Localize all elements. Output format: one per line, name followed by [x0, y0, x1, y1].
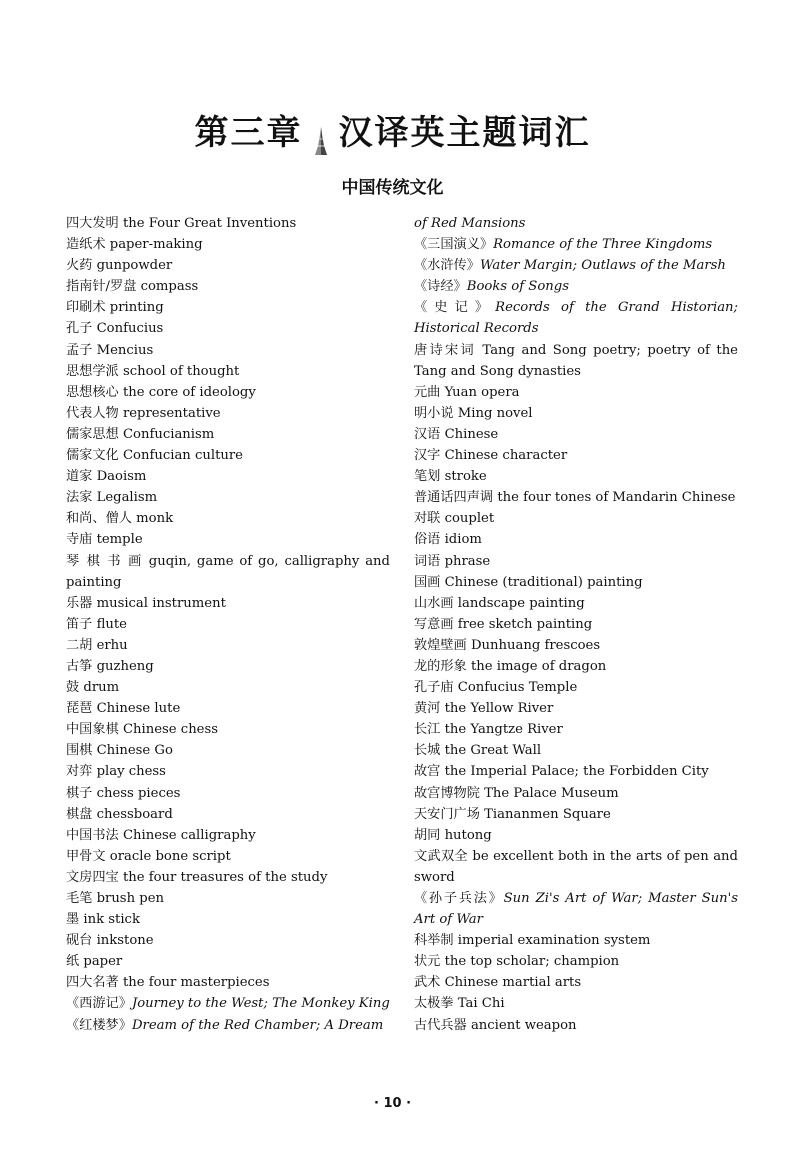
vocab-entry: 武术 Chinese martial arts	[414, 975, 582, 991]
vocab-entry: 普通话四声调 the four tones of Mandarin Chinese	[414, 490, 736, 506]
vocab-entry: 指南针/罗盘 compass	[66, 279, 199, 295]
vocab-entry: 纸 paper	[66, 954, 123, 970]
vocab-entry: 砚台 inkstone	[66, 933, 154, 949]
vocab-entry: 墨 ink stick	[66, 912, 140, 928]
vocab-entry: 太极拳 Tai Chi	[414, 996, 505, 1012]
vocab-entry: 印刷术 printing	[66, 300, 164, 316]
vocab-entry: 故宫博物院 The Palace Museum	[414, 785, 619, 801]
vocab-entry: 笛子 flute	[66, 616, 127, 632]
vocab-entry: 敦煌壁画 Dunhuang frescoes	[414, 637, 601, 653]
vocab-entry: 四大发明 the Four Great Inventions	[66, 216, 297, 231]
vocab-entry: 《水浒传》Water Margin; Outlaws of the Marsh	[414, 258, 726, 274]
vocab-entry: 思想核心 the core of ideology	[66, 384, 256, 400]
vocab-entry: 胡同 hutong	[414, 827, 492, 843]
vocab-entry: 棋子 chess pieces	[66, 785, 181, 801]
vocab-entry: 国画 Chinese (traditional) painting	[414, 574, 643, 590]
vocab-entry: 四大名著 the four masterpieces	[66, 975, 270, 991]
vocab-entry: 笔划 stroke	[414, 469, 487, 485]
vocab-entry: 儒家思想 Confucianism	[66, 426, 215, 442]
vocab-entry: 《诗经》Books of Songs	[414, 279, 569, 295]
vocab-entry: 古代兵器 ancient weapon	[414, 1017, 577, 1033]
vocab-entry: 二胡 erhu	[66, 637, 128, 653]
section-title: 中国传统文化	[341, 178, 444, 198]
vocab-entry: 文武双全 be excellent both in the arts of pen and sword	[414, 848, 738, 885]
vocab-entry: 寺庙 temple	[66, 532, 143, 548]
vocab-entry: 唐诗宋词 Tang and Song poetry; poetry of the Tang and Song dynasties	[414, 342, 738, 379]
chapter-title	[0, 108, 785, 158]
vocab-entry: 乐器 musical instrument	[66, 595, 226, 611]
vocab-entry: 中国书法 Chinese calligraphy	[66, 827, 256, 843]
vocab-entry: 俗语 idiom	[414, 532, 482, 548]
vocab-entry: 词语 phrase	[414, 553, 491, 569]
vocab-entry: of Red Mansions	[414, 216, 526, 231]
chapter-number: 第三章	[194, 113, 303, 153]
vocab-entry: 中国象棋 Chinese chess	[66, 722, 219, 738]
vocab-entry: 龙的形象 the image of dragon	[414, 658, 607, 674]
vocab-entry: 《三国演义》Romance of the Three Kingdoms	[414, 237, 713, 253]
vocab-entry: 文房四宝 the four treasures of the study	[66, 869, 328, 885]
vocab-entry: 《西游记》Journey to the West; The Monkey King	[66, 996, 390, 1012]
chapter-name: 汉译英主题词汇	[338, 113, 591, 153]
vocab-entry: 琴 棋 书 画 guqin, game of go, calligraphy and painting	[66, 553, 390, 590]
vocab-entry: 毛笔 brush pen	[66, 891, 164, 906]
vocab-entry: 黄河 the Yellow River	[414, 701, 554, 717]
vocab-entry: 棋盘 chessboard	[66, 806, 173, 822]
vocab-entry: 思想学派 school of thought	[66, 363, 240, 379]
left-column	[66, 213, 390, 1036]
vocab-entry: 《孙子兵法》Sun Zi's Art of War; Master Sun's Art of War	[414, 891, 738, 928]
vocab-entry: 和尚、僧人 monk	[66, 511, 174, 527]
vocab-entry: 道家 Daoism	[66, 469, 147, 485]
vocab-entry: 汉字 Chinese character	[414, 448, 568, 464]
vocab-entry: 法家 Legalism	[66, 490, 158, 506]
vocab-entry: 元曲 Yuan opera	[414, 384, 520, 400]
vocab-entry: 明小说 Ming novel	[414, 405, 533, 421]
vocab-entry: 长城 the Great Wall	[414, 743, 542, 759]
vocab-entry: 故宫 the Imperial Palace; the Forbidden City	[414, 764, 709, 780]
vocab-entry: 孔子 Confucius	[66, 321, 164, 337]
tower-ornament-icon	[313, 120, 329, 150]
vocab-entry: 对弈 play chess	[66, 764, 166, 780]
vocab-entry: 古筝 guzheng	[66, 658, 154, 674]
vocab-entry: 写意画 free sketch painting	[414, 616, 593, 632]
vocab-entry: 代表人物 representative	[66, 405, 221, 421]
vocab-entry: 儒家文化 Confucian culture	[66, 448, 243, 464]
vocab-entry: 围棋 Chinese Go	[66, 743, 173, 759]
vocab-entry: 汉语 Chinese	[414, 426, 499, 442]
vocab-entry: 科举制 imperial examination system	[414, 933, 651, 949]
vocab-entry: 状元 the top scholar; champion	[414, 954, 620, 970]
vocab-entry: 琵琶 Chinese lute	[66, 701, 181, 717]
vocab-entry: 《红楼梦》Dream of the Red Chamber; A Dream	[66, 1017, 384, 1033]
vocab-entry: 对联 couplet	[414, 511, 495, 527]
vocab-entry: 鼓 drum	[66, 680, 120, 696]
vocab-entry: 甲骨文 oracle bone script	[66, 848, 231, 864]
vocab-entry: 孟子 Mencius	[66, 342, 154, 358]
right-column	[414, 213, 738, 1036]
vocab-entry: 孔子庙 Confucius Temple	[414, 680, 578, 696]
vocab-entry: 山水画 landscape painting	[414, 595, 585, 611]
vocab-entry: 天安门广场 Tiananmen Square	[414, 806, 611, 822]
page-number: · 10 ·	[373, 1096, 412, 1111]
vocab-entry: 《史记》Records of the Grand Historian; Historical Records	[414, 300, 738, 337]
vocab-entry: 火药 gunpowder	[66, 258, 173, 274]
vocab-entry: 造纸术 paper-making	[66, 237, 203, 253]
vocab-entry: 长江 the Yangtze River	[414, 722, 563, 738]
